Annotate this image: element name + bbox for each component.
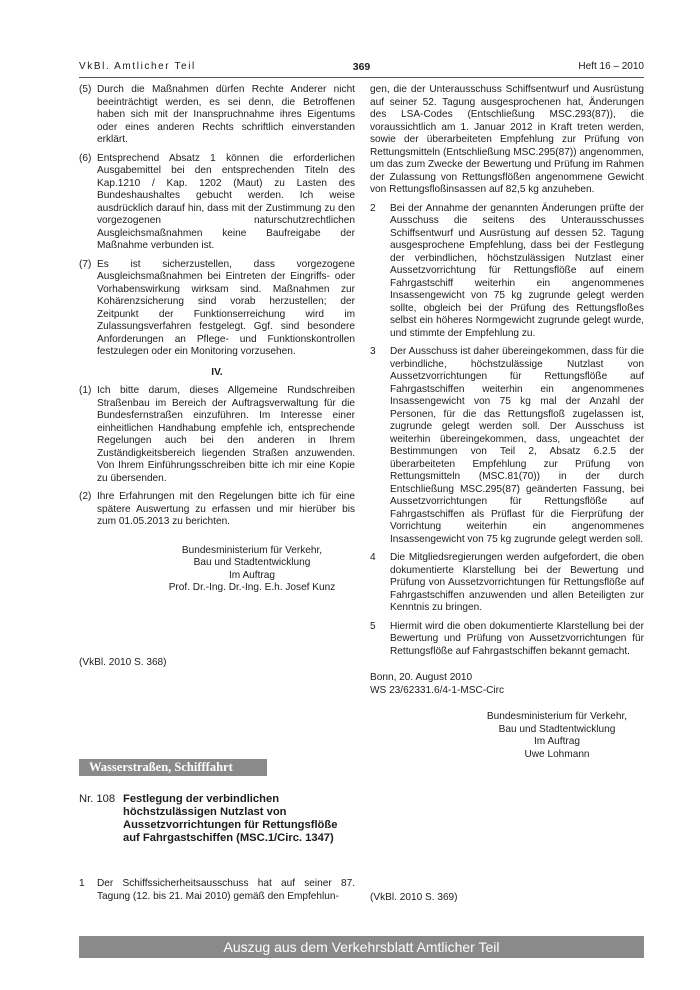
list-item [79,259,355,359]
item-text: Entsprechend Absatz 1 können die erforderlichen Ausgabemittel bei den entsprechenden Titeln des Kap.1210 / Kap. 1202 (Maut) zu Lasten des Bundeshaushaltes gebucht werden. Ich weise ausdrücklich darauf hin, dass mit der Zustimmung zu den vorgezogenen naturschutzrechtlichen Ausgleichsmaßnahmen keine Baufreigabe der Maßnahme verbunden ist. [97,152,355,251]
item-text: Durch die Maßnahmen dürfen Rechte Anderer nicht beeinträchtigt werden, es sei denn, die Betroffenen haben sich mit der Inanspruchnahme ihres Eigentums oder eines anderen Rechts schriftlich einverstanden erklärt. [97,84,355,145]
item-text: Ich bitte darum, dieses Allgemeine Rundschreiben Straßenbau im Bereich der Auftragsverwaltung für die Bundesfernstraßen einzuführen. Im Interesse einer einheitlichen Handhabung empfehle ich, entsprechende Regelungen auch bei den anderen in Ihrem Zuständigkeitsbereich liegenden Straßen anzuwenden. Von Ihrem Einführungsschreiben bitte ich mir eine Kopie zu übersenden. [97,385,355,484]
file-reference: WS 23/62331.6/4-1-MSC-Circ [370,684,505,696]
item-number: 2 [370,202,376,214]
item-text: Der Ausschuss ist daher übereingekommen, dass für die verbindliche, höchstzulässige Nutzlast von Aussetzvorrichtungen für Rettungsflöße auf Fahrgastschiffen weiterhin ein angenommenes Insassengewicht von 75 kg mal der Anzahl der Personen, für die das Rettungsfloß zugelassen ist, zugrunde gelegt werden soll. Der Ausschuss ist weiterhin übereingekommen, dass, ungeachtet der Bestimmungen von Teil 2, Absatz 6.2.5 der überarbeiteten Empfehlung zur Prüfung von Rettungsmitteln (MSC.81(70)) in der durch Entschließung MSC.295(87) geänderten Fassung, bei Aussetzvorrichtungen für Rettungsflöße auf Fahrgastschiffen als Prüflast für die Fierprüfung der Vorrichtung weiterhin ein angenommenes Insassengewicht von 75 kg zugrunde gelegt werden soll. [390,346,644,545]
item-number: 1 [79,878,85,889]
page-header [79,61,644,77]
item-number: 4 [370,552,376,563]
signature-line: Bundesministerium für Verkehr, [486,711,628,722]
right-column [370,84,644,761]
signature-block [470,711,644,761]
signature-block [149,545,355,595]
item-text: Die Mitgliedsregierungen werden aufgefordert, die oben dokumentierte Klarstellung bei der Bewertung und Prüfung von Aussetzvorrichtungen für Rettungsflöße auf Fahrgastschiffen anzuwenden und allen Beteiligten zur Kenntnis zu bringen. [390,552,644,613]
signature-line: Im Auftrag [533,736,580,747]
item-number: (6) [79,152,92,164]
item-number: (2) [79,491,92,502]
signature-line: Bundesministerium für Verkehr, [181,544,323,556]
footer-banner: Auszug aus dem Verkehrsblatt Amtlicher Teil [79,936,644,958]
item-number: (1) [79,385,92,396]
signature-line: Bau und Stadtentwicklung [498,723,616,735]
header-divider [79,77,644,78]
reference: (VkBl. 2010 S. 368) [79,656,167,668]
item-number: (7) [79,258,92,270]
item-text: Ihre Erfahrungen mit den Regelungen bitte ich für eine spätere Auswertung zu erfassen und mir hierüber bis zum 01.05.2013 zu berichten. [97,491,355,527]
item-text: Hiermit wird die oben dokumentierte Klarstellung bei der Bewertung und Prüfung von Aussetzvorrichtungen für Rettungsflöße auf Fahrgastschiffen bekannt gemacht. [390,620,644,657]
item-number: (5) [79,84,92,95]
article-title: Festlegung der verbindlichen höchstzulässigen Nutzlast von Aussetzvorrichtungen für Rettungsflöße auf Fahrgastschiffen (MSC.1/Circ. 1347) [123,793,338,844]
item-number: 3 [370,346,376,357]
signature-line: Prof. Dr.-Ing. Dr.-Ing. E.h. Josef Kunz [168,582,336,593]
item-text: Es ist sicherzustellen, dass vorgezogene Ausgleichsmaßnahmen bei Eintreten der Eingriffs- oder Vorhabenswirkung wirksam sind. Maßnahmen zur Kohärenzsicherung sind vorab herzustellen; der Zeitpunkt der Funktionserreichung wird im Zulassungsverfahren festgelegt. Ggf. sind besondere Anforderungen an Pflege- und Funktionskontrollen festzulegen oder ein Monitoring vorzusehen. [97,258,355,357]
left-column [79,84,355,669]
article-number: Nr. 108 [79,793,116,805]
item-text: Bei der Annahme der genannten Änderungen prüfte der Ausschuss die seitens des Unterausschusses Schiffsentwurf und Ausrüstung auf dessen 52. Tagung ausgesprochene Empfehlung, dass bei der Festlegung der verbindlichen, höchstzulässigen Nutzlast einer Aussetzvorrichtung für Rettungsflöße auf einem Fahrgastschiff weiterhin ein angenommenes Insassengewicht von 75 kg zugrunde gelegt werden sollte, obgleich bei der Prüfung des Rettungsfloßes selbst ein höheres Normgewicht zugrunde gelegt wurde, und stimmte der Empfehlung zu. [390,202,644,339]
journal-name: VkBl. Amtlicher Teil [79,61,196,72]
article-heading [79,793,355,845]
list-item [79,385,355,485]
signature-line: Im Auftrag [228,569,275,581]
page-number: 369 [352,61,371,73]
place-date: Bonn, 20. August 2010 [370,672,473,683]
issue-number: Heft 16 – 2010 [578,61,644,72]
section-heading-iv: IV. [211,366,223,378]
list-item [79,491,355,529]
list-item [370,621,644,659]
list-item [79,153,355,253]
reference: (VkBl. 2010 S. 369) [370,892,458,903]
continuation-text: gen, die der Unterausschuss Schiffsentwurf und Ausrüstung auf seiner 52. Tagung ausgesprochenen hat, Änderungen des LSA-Codes (Entschließung MSC.293(87)), die voraussichtlich am 1. Januar 2012 in Kraft treten werden, sowie der überarbeiteten Empfehlung zur Prüfung von Rettungsmitteln (Entschließung MSC.295(87)) angenommen, um das zum Zwecke der Bewertung und Prüfung im Rahmen der Zulassung von Rettungsflößen angenommene Gewicht von Rettungsfloßinsassen auf 82,5 kg anzuheben. [370,84,644,195]
list-item [370,346,644,546]
item-number: 5 [370,620,376,632]
item-text: Der Schiffssicherheitsausschuss hat auf seiner 87. Tagung (12. bis 21. Mai 2010) gemäß den Empfehlun- [97,878,355,902]
list-item [79,84,355,147]
list-item [79,878,355,903]
signature-line: Uwe Lohmann [524,748,590,760]
signature-line: Bau und Stadtentwicklung [193,557,311,568]
list-item [370,203,644,341]
section-label: Wasserstraßen, Schifffahrt [79,759,267,776]
list-item [370,552,644,615]
